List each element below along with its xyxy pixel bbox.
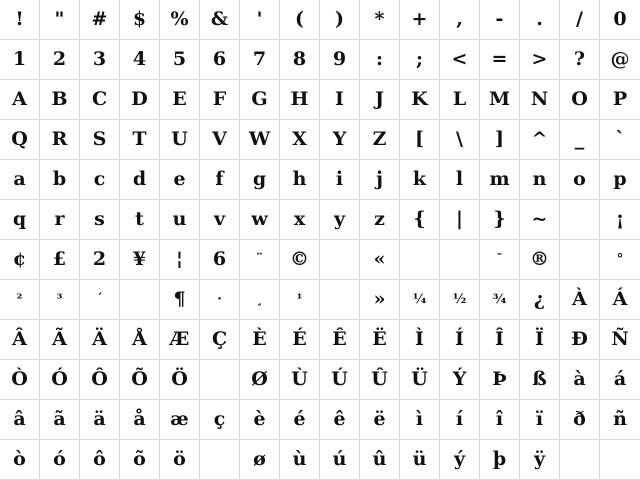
glyph-cell[interactable]: ã (40, 400, 80, 440)
glyph-cell[interactable]: 2 (40, 40, 80, 80)
glyph-cell[interactable]: 6 (200, 240, 240, 280)
glyph-cell[interactable]: / (560, 0, 600, 40)
glyph-cell[interactable]: ; (400, 40, 440, 80)
glyph-cell[interactable]: p (600, 160, 640, 200)
glyph-cell[interactable]: ° (600, 240, 640, 280)
glyph-cell[interactable]: e (160, 160, 200, 200)
glyph-cell[interactable]: Å (120, 320, 160, 360)
glyph-cell[interactable] (560, 440, 600, 480)
glyph-cell[interactable]: 8 (280, 40, 320, 80)
glyph-cell[interactable]: F (200, 80, 240, 120)
glyph-cell[interactable]: ² (0, 280, 40, 320)
glyph-cell[interactable]: à (560, 360, 600, 400)
glyph-cell[interactable]: : (360, 40, 400, 80)
glyph-cell[interactable]: z (360, 200, 400, 240)
glyph-cell[interactable]: D (120, 80, 160, 120)
glyph-cell[interactable]: J (360, 80, 400, 120)
glyph-cell[interactable]: 0 (600, 0, 640, 40)
glyph-cell[interactable]: Ç (200, 320, 240, 360)
glyph-cell[interactable]: Ù (280, 360, 320, 400)
glyph-cell[interactable]: O (560, 80, 600, 120)
glyph-cell[interactable]: ¡ (600, 200, 640, 240)
glyph-cell[interactable]: n (520, 160, 560, 200)
glyph-cell[interactable]: ? (560, 40, 600, 80)
glyph-cell[interactable]: d (120, 160, 160, 200)
glyph-cell[interactable]: Ü (400, 360, 440, 400)
glyph-cell[interactable]: ù (280, 440, 320, 480)
glyph-cell[interactable]: x (280, 200, 320, 240)
glyph-cell[interactable]: è (240, 400, 280, 440)
glyph-cell[interactable]: ø (240, 440, 280, 480)
glyph-cell[interactable] (120, 280, 160, 320)
glyph-cell[interactable]: K (400, 80, 440, 120)
glyph-cell[interactable]: = (480, 40, 520, 80)
glyph-cell[interactable]: $ (120, 0, 160, 40)
glyph-cell[interactable]: , (440, 0, 480, 40)
glyph-cell[interactable]: Û (360, 360, 400, 400)
glyph-cell[interactable]: õ (120, 440, 160, 480)
glyph-cell[interactable]: Ô (80, 360, 120, 400)
glyph-cell[interactable]: k (400, 160, 440, 200)
glyph-cell[interactable]: ^ (520, 120, 560, 160)
glyph-cell[interactable]: . (520, 0, 560, 40)
glyph-cell[interactable]: G (240, 80, 280, 120)
glyph-cell[interactable]: ® (520, 240, 560, 280)
glyph-cell[interactable]: ¯ (480, 240, 520, 280)
glyph-cell[interactable]: ÿ (520, 440, 560, 480)
glyph-cell[interactable] (440, 240, 480, 280)
glyph-cell[interactable]: À (560, 280, 600, 320)
glyph-cell[interactable]: 1 (0, 40, 40, 80)
glyph-cell[interactable]: Â (0, 320, 40, 360)
glyph-cell[interactable]: û (360, 440, 400, 480)
glyph-cell[interactable]: Ä (80, 320, 120, 360)
glyph-cell[interactable]: ¶ (160, 280, 200, 320)
glyph-cell[interactable]: | (440, 200, 480, 240)
glyph-cell[interactable]: 4 (120, 40, 160, 80)
glyph-cell[interactable]: 3 (80, 40, 120, 80)
glyph-cell[interactable]: Ó (40, 360, 80, 400)
glyph-cell[interactable]: L (440, 80, 480, 120)
glyph-cell[interactable]: ü (400, 440, 440, 480)
glyph-cell[interactable]: É (280, 320, 320, 360)
glyph-cell[interactable]: # (80, 0, 120, 40)
glyph-cell[interactable]: « (360, 240, 400, 280)
glyph-cell[interactable]: ¸ (240, 280, 280, 320)
glyph-cell[interactable]: v (200, 200, 240, 240)
glyph-cell[interactable]: Ý (440, 360, 480, 400)
glyph-cell[interactable]: { (400, 200, 440, 240)
glyph-cell[interactable]: t (120, 200, 160, 240)
glyph-cell[interactable]: ß (520, 360, 560, 400)
glyph-cell[interactable]: ] (480, 120, 520, 160)
glyph-cell[interactable]: Þ (480, 360, 520, 400)
glyph-cell[interactable]: · (200, 280, 240, 320)
glyph-cell[interactable]: T (120, 120, 160, 160)
glyph-cell[interactable]: â (0, 400, 40, 440)
glyph-cell[interactable]: < (440, 40, 480, 80)
glyph-cell[interactable]: é (280, 400, 320, 440)
glyph-cell[interactable] (320, 240, 360, 280)
glyph-cell[interactable]: y (320, 200, 360, 240)
glyph-cell[interactable]: Q (0, 120, 40, 160)
glyph-cell[interactable]: ç (200, 400, 240, 440)
glyph-cell[interactable]: I (320, 80, 360, 120)
glyph-cell[interactable]: ´ (80, 280, 120, 320)
glyph-cell[interactable]: © (280, 240, 320, 280)
glyph-cell[interactable]: B (40, 80, 80, 120)
glyph-cell[interactable]: + (400, 0, 440, 40)
glyph-cell[interactable]: Õ (120, 360, 160, 400)
glyph-cell[interactable]: A (0, 80, 40, 120)
glyph-cell[interactable]: N (520, 80, 560, 120)
glyph-cell[interactable]: Ì (400, 320, 440, 360)
glyph-cell[interactable]: C (80, 80, 120, 120)
glyph-cell[interactable] (200, 360, 240, 400)
glyph-cell[interactable]: m (480, 160, 520, 200)
glyph-cell[interactable]: ½ (440, 280, 480, 320)
glyph-cell[interactable]: » (360, 280, 400, 320)
glyph-cell[interactable]: ý (440, 440, 480, 480)
glyph-cell[interactable]: Y (320, 120, 360, 160)
glyph-cell[interactable] (600, 440, 640, 480)
glyph-cell[interactable]: q (0, 200, 40, 240)
glyph-cell[interactable]: g (240, 160, 280, 200)
glyph-cell[interactable]: E (160, 80, 200, 120)
glyph-cell[interactable]: ð (560, 400, 600, 440)
glyph-cell[interactable]: Ò (0, 360, 40, 400)
glyph-cell[interactable]: o (560, 160, 600, 200)
glyph-cell[interactable]: r (40, 200, 80, 240)
glyph-cell[interactable]: V (200, 120, 240, 160)
glyph-cell[interactable]: h (280, 160, 320, 200)
glyph-cell[interactable]: ( (280, 0, 320, 40)
glyph-cell[interactable]: - (480, 0, 520, 40)
glyph-cell[interactable]: @ (600, 40, 640, 80)
glyph-cell[interactable]: ò (0, 440, 40, 480)
glyph-cell[interactable]: Z (360, 120, 400, 160)
glyph-cell[interactable]: " (40, 0, 80, 40)
glyph-cell[interactable]: U (160, 120, 200, 160)
glyph-cell[interactable]: î (480, 400, 520, 440)
glyph-cell[interactable]: ` (600, 120, 640, 160)
glyph-cell[interactable]: Æ (160, 320, 200, 360)
glyph-cell[interactable]: ë (360, 400, 400, 440)
glyph-cell[interactable]: % (160, 0, 200, 40)
glyph-cell[interactable]: í (440, 400, 480, 440)
glyph-cell[interactable]: S (80, 120, 120, 160)
glyph-cell[interactable]: ó (40, 440, 80, 480)
glyph-cell[interactable]: W (240, 120, 280, 160)
glyph-cell[interactable]: M (480, 80, 520, 120)
glyph-cell[interactable]: Î (480, 320, 520, 360)
glyph-cell[interactable]: ' (240, 0, 280, 40)
glyph-cell[interactable] (560, 240, 600, 280)
glyph-cell[interactable]: j (360, 160, 400, 200)
glyph-cell[interactable]: ñ (600, 400, 640, 440)
glyph-cell[interactable]: ¢ (0, 240, 40, 280)
glyph-cell[interactable]: å (120, 400, 160, 440)
glyph-cell[interactable]: ¿ (520, 280, 560, 320)
glyph-cell[interactable] (560, 200, 600, 240)
glyph-cell[interactable]: ¾ (480, 280, 520, 320)
glyph-cell[interactable]: * (360, 0, 400, 40)
glyph-cell[interactable]: Ñ (600, 320, 640, 360)
glyph-cell[interactable]: Í (440, 320, 480, 360)
glyph-cell[interactable]: ~ (520, 200, 560, 240)
glyph-cell[interactable]: R (40, 120, 80, 160)
glyph-cell[interactable]: b (40, 160, 80, 200)
glyph-cell[interactable]: ) (320, 0, 360, 40)
glyph-cell[interactable]: 5 (160, 40, 200, 80)
glyph-cell[interactable]: Ö (160, 360, 200, 400)
glyph-cell[interactable] (400, 240, 440, 280)
glyph-cell[interactable]: Ê (320, 320, 360, 360)
glyph-cell[interactable]: s (80, 200, 120, 240)
glyph-cell[interactable]: ¹ (280, 280, 320, 320)
glyph-cell[interactable]: ì (400, 400, 440, 440)
glyph-cell[interactable]: w (240, 200, 280, 240)
glyph-cell[interactable]: æ (160, 400, 200, 440)
glyph-cell[interactable]: Ë (360, 320, 400, 360)
glyph-cell[interactable]: á (600, 360, 640, 400)
glyph-cell[interactable] (320, 280, 360, 320)
glyph-cell[interactable]: Ú (320, 360, 360, 400)
glyph-cell[interactable]: þ (480, 440, 520, 480)
glyph-cell[interactable]: ä (80, 400, 120, 440)
glyph-cell[interactable]: ¨ (240, 240, 280, 280)
glyph-cell[interactable]: Ã (40, 320, 80, 360)
glyph-cell[interactable]: u (160, 200, 200, 240)
glyph-cell[interactable]: a (0, 160, 40, 200)
glyph-cell[interactable]: c (80, 160, 120, 200)
glyph-cell[interactable]: Ï (520, 320, 560, 360)
glyph-cell[interactable]: 9 (320, 40, 360, 80)
glyph-cell[interactable]: ¥ (120, 240, 160, 280)
glyph-cell[interactable]: P (600, 80, 640, 120)
glyph-cell[interactable]: _ (560, 120, 600, 160)
glyph-cell[interactable]: \ (440, 120, 480, 160)
glyph-cell[interactable]: } (480, 200, 520, 240)
glyph-cell[interactable]: & (200, 0, 240, 40)
glyph-cell[interactable]: ö (160, 440, 200, 480)
glyph-cell[interactable]: 2 (80, 240, 120, 280)
glyph-cell[interactable]: ¦ (160, 240, 200, 280)
glyph-cell[interactable]: > (520, 40, 560, 80)
glyph-cell[interactable]: ¼ (400, 280, 440, 320)
glyph-cell[interactable]: H (280, 80, 320, 120)
glyph-cell[interactable]: £ (40, 240, 80, 280)
glyph-cell[interactable]: [ (400, 120, 440, 160)
glyph-cell[interactable]: È (240, 320, 280, 360)
glyph-cell[interactable]: Ø (240, 360, 280, 400)
glyph-cell[interactable]: 7 (240, 40, 280, 80)
glyph-cell[interactable]: ³ (40, 280, 80, 320)
glyph-cell[interactable]: Ð (560, 320, 600, 360)
glyph-cell[interactable]: ê (320, 400, 360, 440)
glyph-cell[interactable]: Á (600, 280, 640, 320)
glyph-cell[interactable]: i (320, 160, 360, 200)
glyph-cell[interactable]: l (440, 160, 480, 200)
glyph-cell[interactable]: ï (520, 400, 560, 440)
glyph-cell[interactable]: ! (0, 0, 40, 40)
glyph-cell[interactable]: ô (80, 440, 120, 480)
glyph-cell[interactable]: X (280, 120, 320, 160)
glyph-cell[interactable]: f (200, 160, 240, 200)
glyph-cell[interactable]: ú (320, 440, 360, 480)
glyph-cell[interactable]: 6 (200, 40, 240, 80)
glyph-cell[interactable] (200, 440, 240, 480)
